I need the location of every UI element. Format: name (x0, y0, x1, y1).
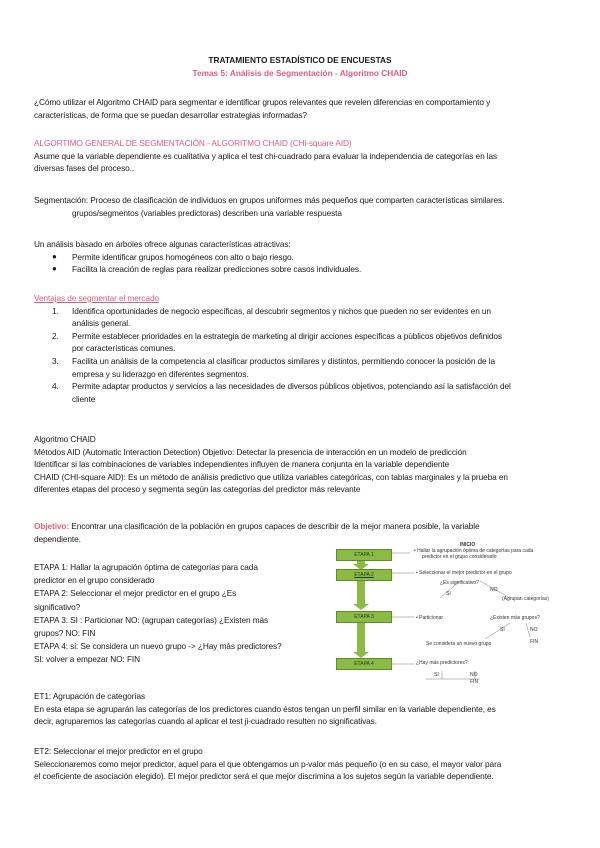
diagram-text: predictor en el grupo considerado (422, 554, 497, 560)
et2-line-2: el coeficiente de asociación elegido). El mejor predictor será el que mejor discrimina a los sujetos según la variable dependiente. (34, 771, 494, 782)
document-subtitle: Temas 5: Análisis de Segmentación - Algoritmo CHAID (192, 68, 408, 78)
diagram-text: SI (500, 627, 505, 633)
list-item (34, 305, 579, 330)
segmentacion-section (34, 194, 579, 219)
et1-line-1: En esta etapa se agruparán las categorías de los predictores cuando éstos tengan un perfil similar en la variable dependiente, es (34, 703, 496, 714)
objetivo-section (34, 520, 579, 545)
item-line-2: por características comunes. (72, 343, 176, 354)
list-item (34, 330, 579, 355)
arrow-down-icon (353, 604, 369, 610)
flow-arrow (357, 581, 365, 605)
item-number: 1. (52, 305, 59, 316)
et1-section (34, 690, 579, 728)
arboles-intro: Un análisis basado en árboles ofrece algunas características atractivas: (34, 239, 291, 249)
item-line-1: Permite establecer prioridades en la estrategia de marketing al dirigir acciones específicas a públicos objetivos definidos (72, 330, 502, 341)
list-item (34, 355, 579, 380)
etapa-line: ETAPA 4: si: Se considera un nuevo grupo -> ¿Hay más predictores? (34, 641, 282, 652)
etapa-line: ETAPA 2: Seleccionar el mejor predictor en el grupo ¿Es (34, 588, 237, 599)
diagram-text: SI (446, 591, 451, 597)
objetivo-line-2: dependiente. (34, 533, 81, 544)
etapa-line: predictor en el grupo considerado (34, 575, 155, 586)
chaid-section (34, 433, 579, 496)
general-heading: ALGORTIMO GENERAL DE SEGMENTACIÓN - ALGORITMO CHAID (CHi-square AID) (34, 138, 352, 148)
ventajas-section (34, 292, 579, 405)
et1-heading: ET1: Agrupación de categorías (34, 691, 146, 701)
diagram-text: ¿Existen más grupos? (490, 615, 540, 621)
list-item (34, 251, 574, 264)
chaid-line-2: Identificar si las combinaciones de variables independientes influyen de manera conjunta en la variable dependiente (34, 459, 450, 470)
diagram-text: • Hallar la agrupación óptima de categorías para cada (414, 548, 534, 554)
etapa-line: significativo? (34, 601, 81, 612)
stage-1-box: ETAPA 1 (336, 549, 392, 561)
bullet-icon: ● (52, 264, 57, 274)
segmentacion-line-2: grupos/segmentos (variables predictoras) describen una variable respuesta (72, 207, 342, 218)
etapa-line: ETAPA 3: SI : Particionar NO: (agrupan categorías) ¿Existen más (34, 614, 269, 625)
diagram-text: (Agrupan categorías) (502, 596, 549, 602)
diagram-text: • Particionar (416, 615, 444, 621)
general-line-1: Asume que la variable dependiente es cualitativa y aplica el test chi-cuadrado para evaluar la independencia de categorías en las (34, 150, 498, 161)
et1-line-2: decir, agruparemos las categorías cuando al aplicar el test ji-cuadrado resulten no significativas. (34, 716, 377, 727)
segmentacion-line-1: Segmentación: Proceso de clasificación de individuos en grupos uniformes más pequeños que comparten características similares. (34, 195, 505, 205)
general-section (34, 137, 574, 175)
etapa-line: SI: volver a empezar NO: FIN (34, 654, 141, 665)
diagram-text: Se considera un nuevo grupo (426, 641, 492, 647)
item-line-1: Facilita un análisis de la competencia al clasificar productos similares y distintos, permitiendo conocer la posición de la (72, 355, 496, 366)
objetivo-label: Objetivo: (34, 521, 70, 531)
item-line-1: Identifica oportunidades de negocio específicas, al descubrir segmentos y nichos que pueden no ser evidentes en un (72, 305, 491, 316)
document-title: TRATAMIENTO ESTADÍSTICO DE ENCUESTAS (208, 55, 392, 65)
list-item (34, 263, 574, 276)
bullet-text: Permite identificar grupos homogéneos con alto o bajo riesgo. (72, 251, 294, 262)
bullet-icon: ● (52, 251, 57, 261)
etapa-line: grupos? NO: FIN (34, 628, 96, 639)
general-line-2: diversas fases del proceso.. (34, 163, 135, 174)
et2-line-1: Seleccionaremos como mejor predictor, aquel para el que obtengamos un p-valor más pequeño (o en su caso, el mayor valor para (34, 758, 502, 769)
chaid-line-1: Métodos AID (Automatic Interaction Detection) Objetivo: Detectar la presencia de interacción en un modelo de predicción (34, 446, 467, 457)
et2-section (34, 745, 584, 783)
etapas-list (34, 561, 330, 667)
diagram-text: FIN (530, 639, 539, 645)
diagram-text: • Seleccionar el mejor predictor en el grupo (416, 570, 512, 576)
chaid-line-4: diferentes etapas del proceso y segmenta según las categorías del predictor más relevante (34, 484, 361, 495)
chaid-heading: Algoritmo CHAID (34, 434, 96, 444)
list-item (34, 380, 579, 405)
chaid-flow-diagram (330, 543, 570, 685)
flow-arrow (357, 623, 365, 653)
et2-heading: ET2: Seleccionar el mejor predictor en el grupo (34, 746, 203, 756)
diagram-text: NO (490, 587, 498, 593)
chaid-line-3: CHAID (CHI-square AID): Es un método de análisis predictivo que utiliza variables categóricas, con tablas marginales y la prueba en (34, 471, 508, 482)
ventajas-heading: Ventajas de segmentar el mercado (34, 293, 160, 303)
diagram-text: ¿Es significativo? (440, 580, 479, 586)
diagram-text: ¿Hay más predictores? (416, 660, 468, 666)
diagram-text: NO (470, 672, 478, 678)
intro-line-1: ¿Cómo utilizar el Algoritmo CHAID para segmentar e identificar grupos relevantes que revelen diferencias en comportamiento y (34, 97, 491, 107)
stage-2-box: ETAPA 2 (336, 569, 392, 581)
intro-line-2: características, de forma que se puedan desarrollar estrategias informadas? (34, 109, 307, 120)
item-line-2: empresa y su liderazgo en diferentes segmentos. (72, 368, 249, 379)
arboles-section (34, 238, 574, 276)
stage-4-box: ETAPA 4 (336, 658, 392, 670)
bullet-text: Facilita la creación de reglas para realizar predicciones sobre casos individuales. (72, 264, 362, 275)
diagram-text: NO (530, 627, 538, 633)
item-line-2: cliente (72, 393, 96, 404)
inicio-label: INICIO (460, 542, 476, 548)
stage-3-box: ETAPA 3 (336, 611, 392, 623)
diagram-text: FIN (470, 679, 479, 685)
item-number: 2. (52, 330, 59, 341)
etapa-line: ETAPA 1: Hallar la agrupación óptima de categorías para cada (34, 562, 258, 572)
diagram-text: SI (434, 672, 439, 678)
item-line-1: Permite adaptar productos y servicios a las necesidades de diversos públicos objetivos, potenciando así la satisfacción del (72, 381, 511, 392)
item-line-2: análisis general. (72, 318, 131, 329)
intro-question (34, 96, 574, 121)
item-number: 3. (52, 355, 59, 366)
item-number: 4. (52, 381, 59, 392)
objetivo-line-1: Encontrar una clasificación de la población en grupos capaces de describir de la mejor manera posible, la variable (69, 521, 480, 531)
